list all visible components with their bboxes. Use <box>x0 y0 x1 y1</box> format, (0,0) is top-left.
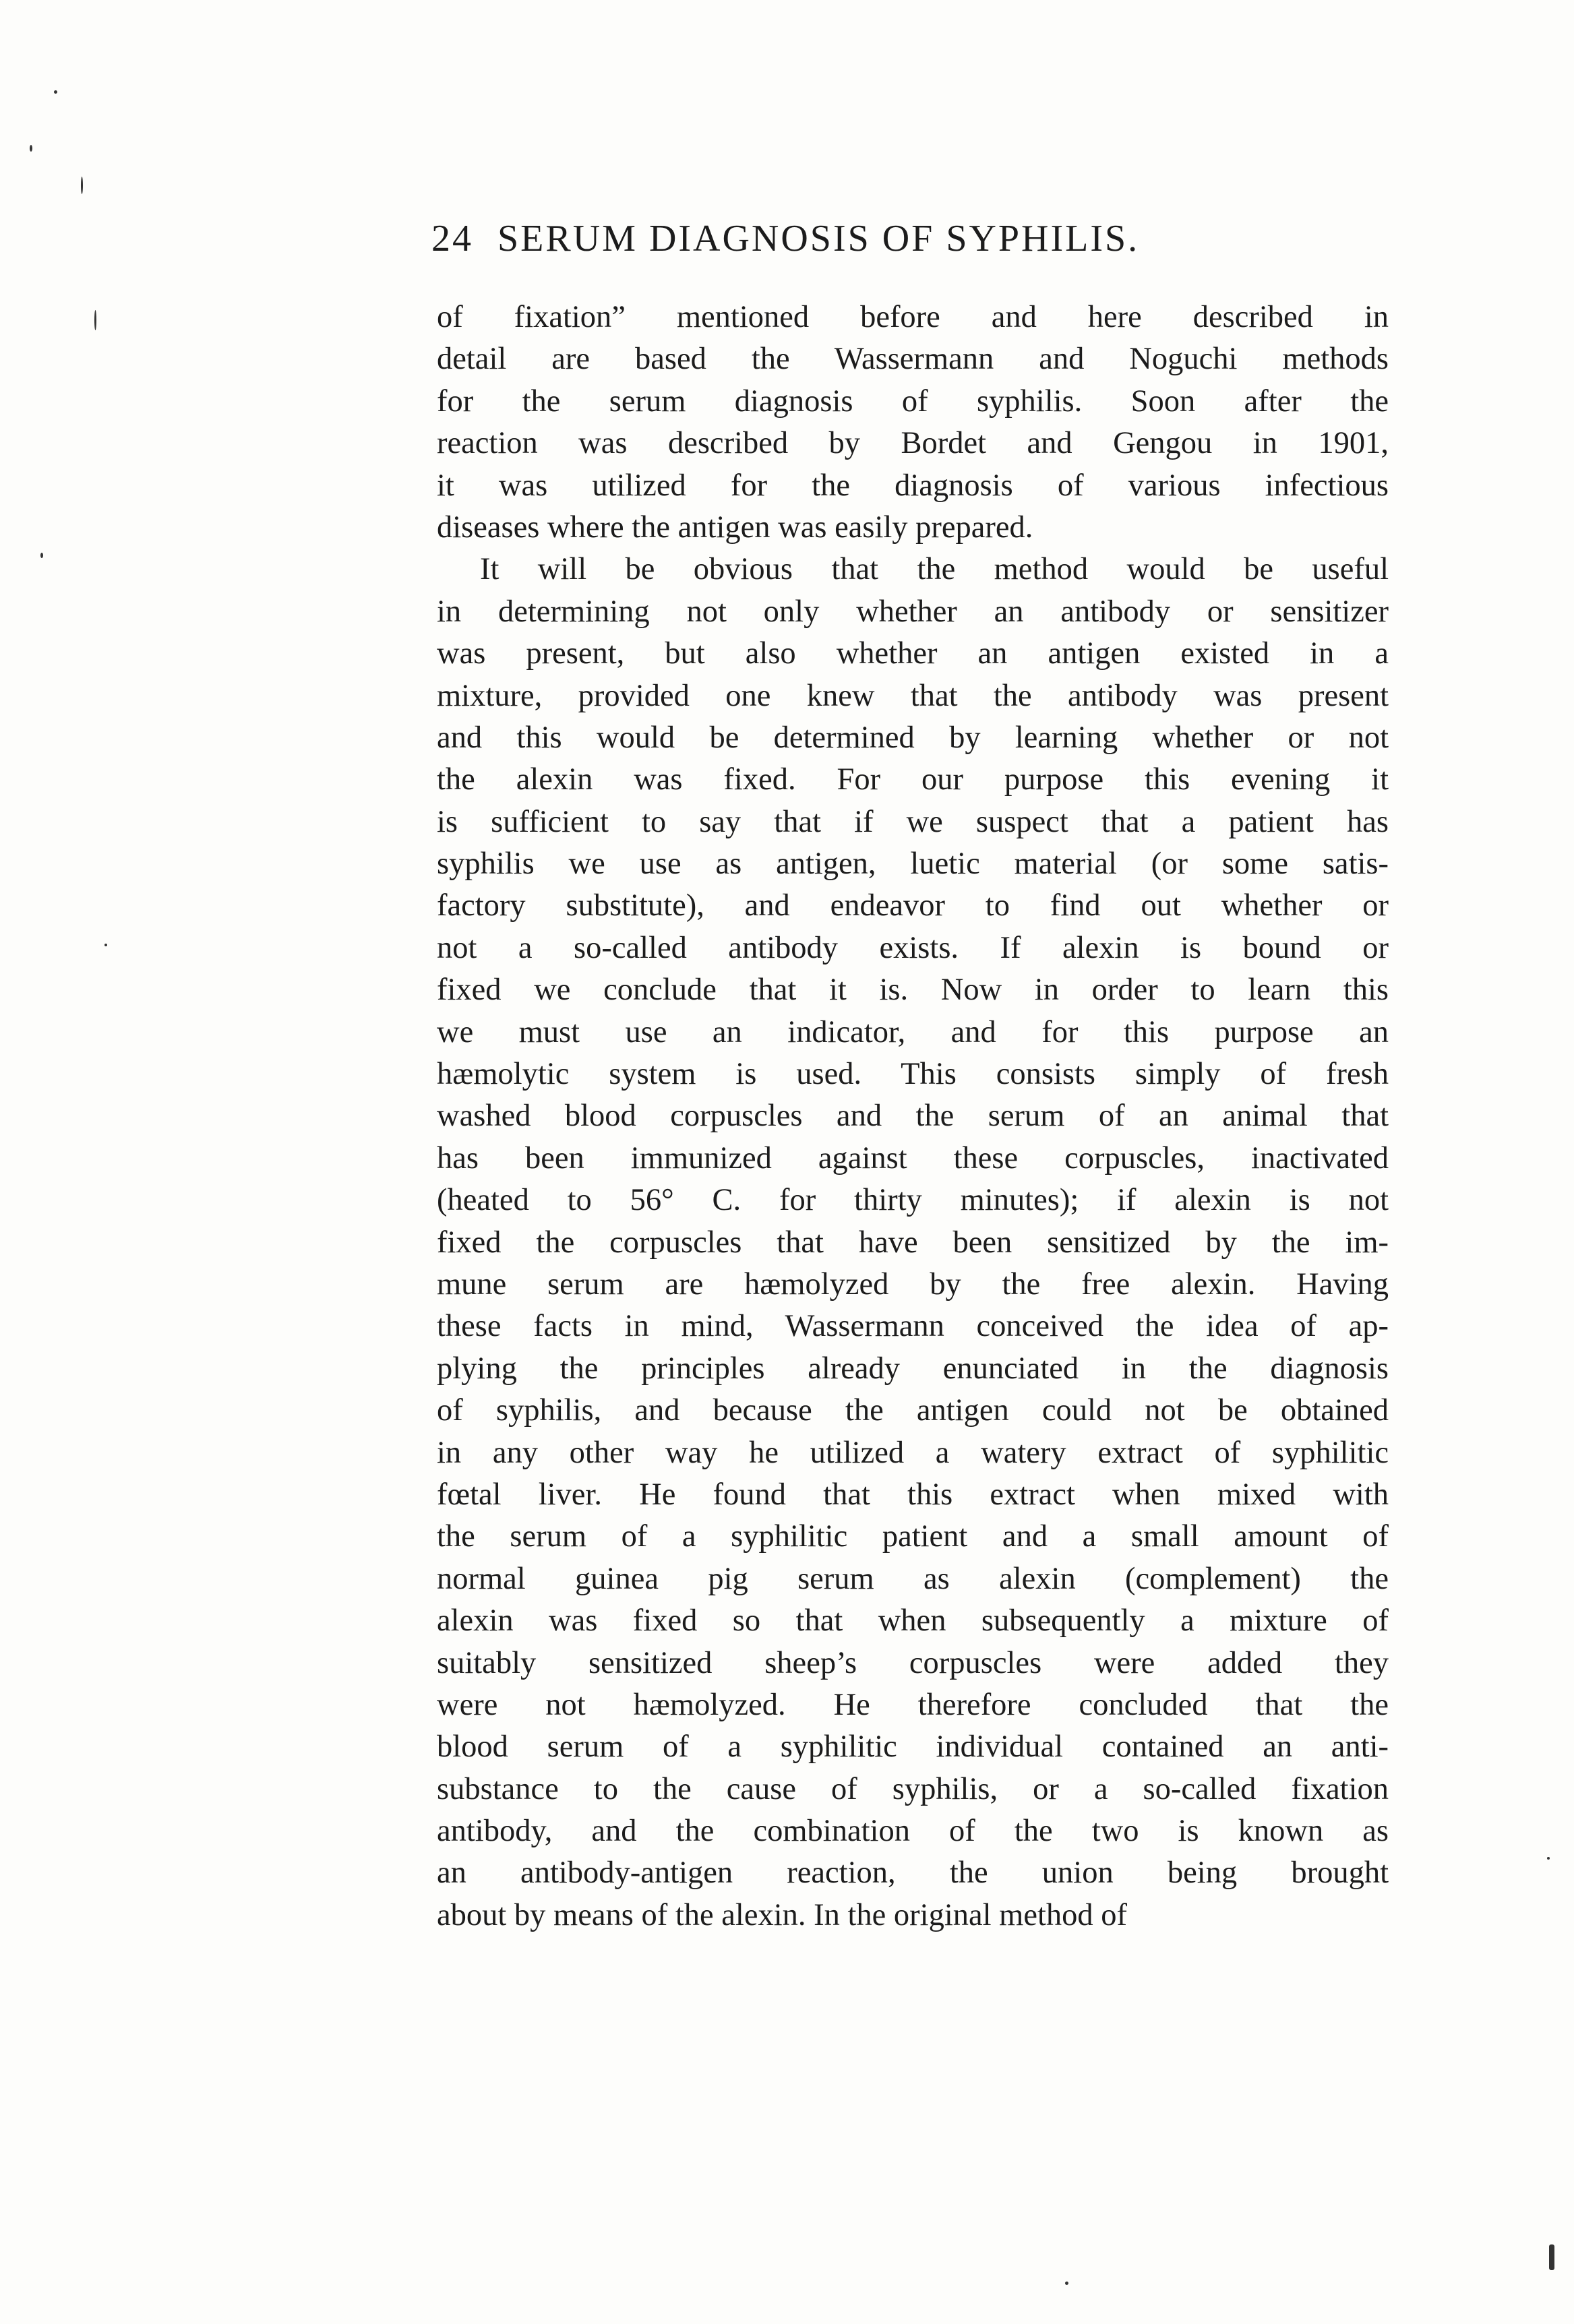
text-line: fœtal liver. He found that this extract when mixed with <box>437 1477 1389 1512</box>
text-line: it was utilized for the diagnosis of various infectious <box>437 468 1389 503</box>
text-line: of fixation” mentioned before and here described in <box>437 300 1389 334</box>
scan-speck <box>94 310 96 330</box>
text-line: in any other way he utilized a watery extract of syphilitic <box>437 1435 1389 1470</box>
text-line: was present, but also whether an antigen existed in a <box>437 636 1389 671</box>
scan-speck <box>1547 1857 1550 1860</box>
text-line: about by means of the alexin. In the original method of <box>437 1897 1128 1932</box>
text-line: normal guinea pig serum as alexin (complement) the <box>437 1561 1389 1596</box>
text-line: of syphilis, and because the antigen could not be obtained <box>437 1393 1389 1428</box>
text-line: antibody, and the combination of the two is known as <box>437 1814 1389 1849</box>
text-line: factory substitute), and endeavor to find out whether or <box>437 888 1389 923</box>
text-line: blood serum of a syphilitic individual contained an anti- <box>437 1730 1389 1765</box>
text-line: detail are based the Wassermann and Noguchi methods <box>437 342 1389 377</box>
text-line: the alexin was fixed. For our purpose this evening it <box>437 762 1389 797</box>
text-line: washed blood corpuscles and the serum of an animal that <box>437 1099 1389 1134</box>
scan-speck <box>40 553 43 558</box>
scan-speck <box>81 177 83 194</box>
body-text <box>437 297 1389 1936</box>
scan-speck <box>1549 2244 1554 2270</box>
scan-speck <box>30 145 32 152</box>
text-line: plying the principles already enunciated in the diagnosis <box>437 1351 1389 1386</box>
text-line: has been immunized against these corpuscles, inactivated <box>437 1140 1389 1175</box>
text-line: not a so-called antibody exists. If alexin is bound or <box>437 930 1389 965</box>
text-line: mixture, provided one knew that the antibody was present <box>437 678 1389 713</box>
text-line: for the serum diagnosis of syphilis. Soon after the <box>437 384 1389 419</box>
scan-speck <box>1065 2282 1068 2285</box>
text-line: in determining not only whether an antibody or sensitizer <box>437 594 1389 629</box>
text-line: substance to the cause of syphilis, or a so-called fixation <box>437 1771 1389 1806</box>
text-line: mune serum are hæmolyzed by the free alexin. Having <box>437 1266 1389 1302</box>
text-line: syphilis we use as antigen, luetic material (or some satis- <box>437 847 1389 882</box>
text-line: (heated to 56° C. for thirty minutes); if alexin is not <box>437 1183 1389 1218</box>
text-line: hæmolytic system is used. This consists simply of fresh <box>437 1057 1389 1092</box>
text-line: fixed we conclude that it is. Now in order to learn this <box>437 973 1389 1008</box>
running-header <box>431 217 1389 271</box>
text-line: were not hæmolyzed. He therefore concluded that the <box>437 1687 1389 1722</box>
text-line: suitably sensitized sheep’s corpuscles were added they <box>437 1645 1389 1680</box>
text-line: reaction was described by Bordet and Gengou in 1901, <box>437 426 1389 461</box>
text-line: alexin was fixed so that when subsequently a mixture of <box>437 1603 1389 1639</box>
text-line: we must use an indicator, and for this purpose an <box>437 1014 1389 1049</box>
text-line: and this would be determined by learning whether or not <box>437 720 1389 755</box>
text-line: diseases where the antigen was easily prepared. <box>437 510 1033 545</box>
scan-speck <box>104 944 107 946</box>
text-line: an antibody-antigen reaction, the union being brought <box>437 1856 1389 1891</box>
text-line: It will be obvious that the method would be useful <box>480 552 1389 587</box>
running-title: SERUM DIAGNOSIS OF SYPHILIS. <box>497 218 1140 259</box>
text-line: the serum of a syphilitic patient and a small amount of <box>437 1519 1389 1554</box>
text-line: fixed the corpuscles that have been sensitized by the im- <box>437 1225 1389 1260</box>
scan-speck <box>54 90 57 94</box>
text-line: these facts in mind, Wassermann conceived the idea of ap- <box>437 1309 1389 1344</box>
page-number: 24 <box>431 218 473 259</box>
text-line: is sufficient to say that if we suspect that a patient has <box>437 804 1389 839</box>
